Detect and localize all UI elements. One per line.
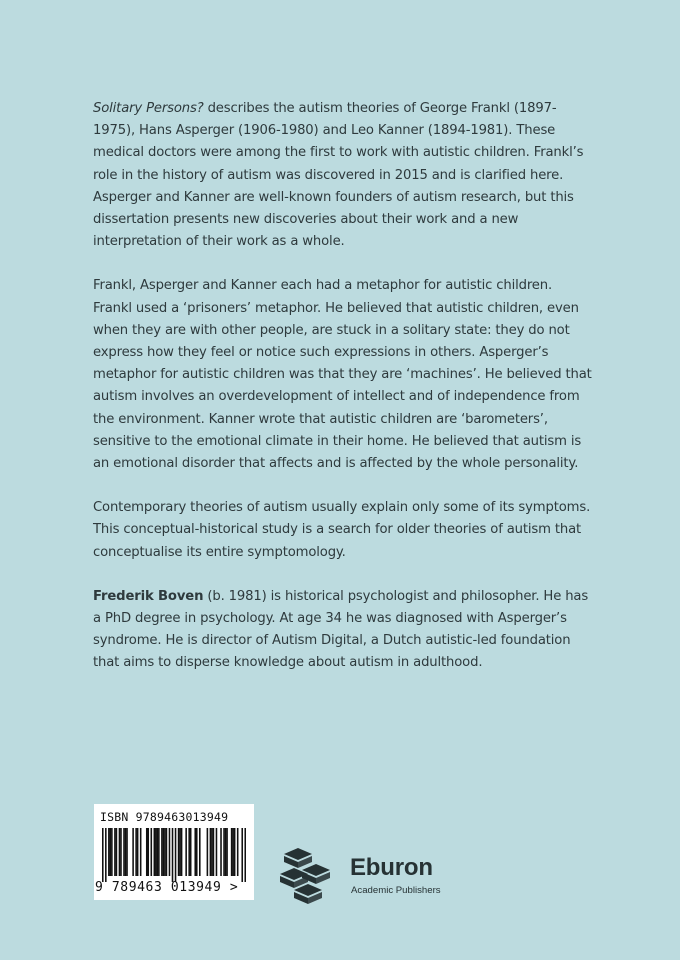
barcode-bar [114, 828, 116, 876]
barcode-bar [220, 828, 222, 876]
barcode-bar [126, 828, 128, 876]
barcode-bar [151, 828, 153, 876]
barcode-bar [123, 828, 125, 876]
barcode-bar [110, 828, 112, 876]
barcode-bar [190, 828, 192, 876]
barcode-bar [231, 828, 233, 876]
barcode-bar [158, 828, 160, 876]
barcode-bar [169, 828, 171, 876]
barcode-bar [125, 828, 127, 876]
barcode-bar [146, 828, 148, 876]
barcode-bar [178, 828, 180, 876]
publisher-subtitle: Academic Publishers [351, 885, 441, 896]
barcode-bar [166, 828, 168, 876]
barcode-bar [119, 828, 121, 876]
barcode-bar [196, 828, 198, 876]
barcode-bars [102, 828, 246, 882]
barcode-bar [135, 828, 137, 876]
publisher-name: Eburon [350, 854, 433, 881]
blurb-paragraph-3 [93, 497, 593, 564]
barcode-bar [232, 828, 234, 876]
paragraph-text: describes the autism theories of George Frankl (1897-1975), Hans Asperger (1906-1980) and Leo Kanner (1894-1981). These medical doctors were among the first to work with autistic children. Frankl’s role in the history of autism was discovered in 2015 and is clarified here. Asperger and Kanner are well-known founders of autism research, but this dissertation presents new discoveries about their work and a new interpretation of their work as a whole. [93, 101, 584, 250]
barcode-bar [241, 828, 243, 882]
barcode-bar [237, 828, 239, 876]
barcode-bar [137, 828, 139, 876]
barcode-bar [172, 828, 174, 882]
book-title: Solitary Persons? [93, 101, 204, 116]
barcode-bar [140, 828, 142, 876]
barcode-bar [111, 828, 113, 876]
paragraph-text: Contemporary theories of autism usually explain only some of its symptoms. This conceptual-historical study is a search for older theories of autism that conceptualise its entire symptomology. [93, 500, 591, 560]
isbn-digits: 9 789463 013949 > [95, 880, 239, 895]
barcode-bar [154, 828, 156, 876]
barcode-bar [105, 828, 107, 882]
barcode-bar [188, 828, 190, 876]
barcode-bar [132, 828, 134, 876]
barcode-bar [210, 828, 212, 876]
barcode-bar [116, 828, 118, 876]
barcode-bar [108, 828, 110, 876]
blurb-paragraph-2 [93, 275, 593, 475]
paragraph-text: (b. 1981) is historical psychologist and philosopher. He has a PhD degree in psychology. At age 34 he was diagnosed with Asperger’s syndrome. He is director of Autism Digital, a Dutch autistic-led foundation that aims to disperse knowledge about autism in adulthood. [93, 588, 589, 671]
barcode-bar [163, 828, 165, 876]
barcode-bar [244, 828, 246, 882]
barcode-bar [199, 828, 201, 876]
author-name: Frederik Boven [93, 588, 204, 604]
isbn-label: ISBN 9789463013949 [100, 810, 229, 824]
barcode-bar [223, 828, 225, 876]
blurb [93, 98, 593, 697]
blurb-paragraph-1 [93, 98, 593, 253]
barcode-bar [175, 828, 177, 882]
barcode-bar [226, 828, 228, 876]
barcode-bar [225, 828, 227, 876]
barcode-bar [147, 828, 149, 876]
barcode-bar [102, 828, 104, 882]
barcode-bar [181, 828, 183, 876]
barcode-bar [211, 828, 213, 876]
paragraph-text: Frankl, Asperger and Kanner each had a metaphor for autistic children. Frankl used a ‘prisoners’ metaphor. He believed that autistic children, even when they are with other people, are stuck in a solitary state: they do not express how they feel or notice such expressions in others. Asperger’s metaphor for autistic children was that they are ‘machines’. He believed that autism involves an overdevelopment of intellect and of independence from the environment. Kanner wrote that autistic children are ‘barometers’, sensitive to the emotional climate in their home. He believed that autism is an emotional disorder that affects and is affected by the whole personality. [93, 278, 592, 472]
barcode-bar [234, 828, 236, 876]
eburon-books-logo-icon [278, 844, 348, 908]
isbn-barcode [94, 804, 254, 900]
author-bio [93, 586, 593, 675]
publisher-logo [278, 844, 478, 908]
barcode-bar [157, 828, 159, 876]
barcode-bar [213, 828, 215, 876]
barcode-bar [216, 828, 218, 876]
barcode-bar [161, 828, 163, 876]
barcode-bar [164, 828, 166, 876]
barcode-bar [120, 828, 122, 876]
barcode-bar [207, 828, 209, 876]
barcode-bar [179, 828, 181, 876]
barcode-bar [155, 828, 157, 876]
barcode-bar [185, 828, 187, 876]
barcode-bar [194, 828, 196, 876]
